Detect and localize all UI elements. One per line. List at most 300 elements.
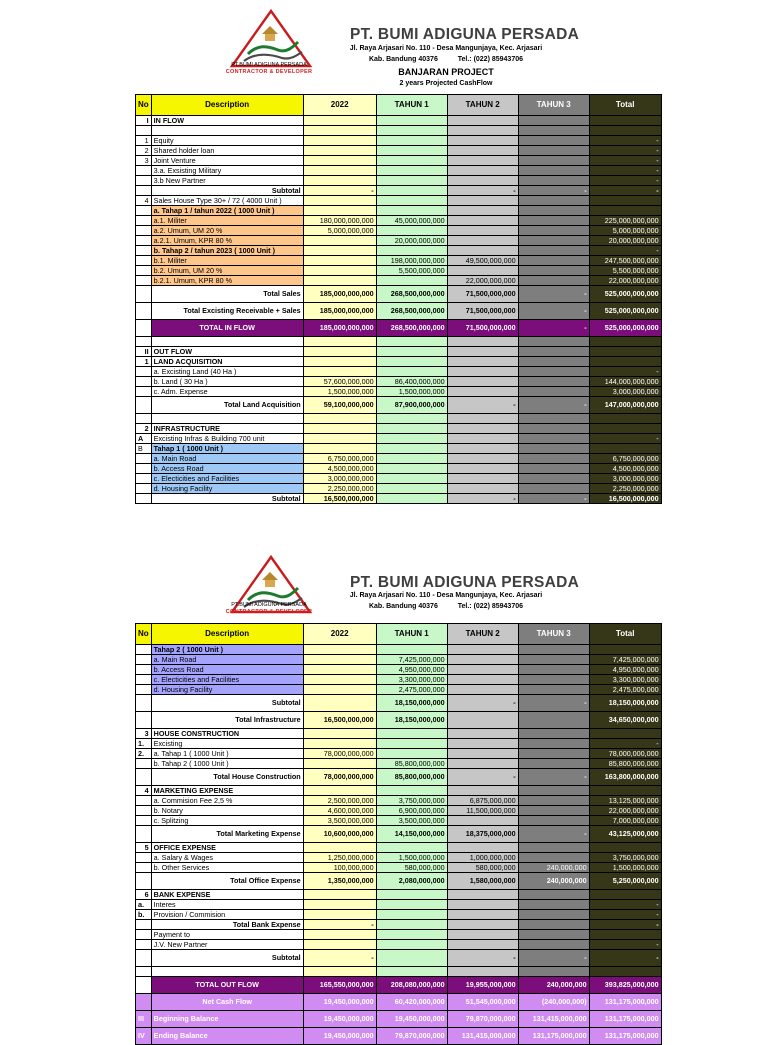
company-tel: Tel.: (022) 85943706 [457,603,523,610]
row-number: II [136,347,152,357]
row-description: OUT FLOW [151,347,303,357]
table-row [136,266,662,276]
row-number [136,367,152,377]
cell-tahun-3: 131,175,000,000 [518,1028,589,1045]
table-row [136,873,662,890]
table-row [136,146,662,156]
cell-2022 [303,786,376,796]
row-number: b. [136,910,152,920]
cell-tahun-1: 7,425,000,000 [376,655,447,665]
cell-tahun-3 [518,116,589,126]
cell-tahun-1: 4,950,000,000 [376,665,447,675]
cell-tahun-1 [376,454,447,464]
cell-2022: 2,250,000,000 [303,484,376,494]
cell-tahun-1 [376,729,447,739]
cell-tahun-2: - [447,494,518,504]
cell-2022: 19,450,000,000 [303,1011,376,1028]
cell-tahun-2 [447,675,518,685]
cell-tahun-1 [376,206,447,216]
cell-2022: 4,500,000,000 [303,464,376,474]
table-row [136,712,662,729]
cell-tahun-1: 6,900,000,000 [376,806,447,816]
cell-total: 131,175,000,000 [589,1011,661,1028]
row-description: J.V. New Partner [151,940,303,950]
row-description: Total Bank Expense [151,920,303,930]
table-row [136,136,662,146]
cell-tahun-1 [376,967,447,977]
cell-total [589,206,661,216]
cell-tahun-2 [447,940,518,950]
cell-tahun-2 [447,156,518,166]
col-tahun-3-header: TAHUN 3 [518,95,589,116]
cell-tahun-1: 60,420,000,000 [376,994,447,1011]
cell-tahun-1: 208,080,000,000 [376,977,447,994]
cell-tahun-1: 1,500,000,000 [376,853,447,863]
cell-tahun-3 [518,347,589,357]
cell-tahun-3 [518,940,589,950]
cell-tahun-1: 2,475,000,000 [376,685,447,695]
table-row [136,367,662,377]
row-description: Provision / Commision [151,910,303,920]
row-number [136,977,152,994]
cell-tahun-3: - [518,950,589,967]
cell-tahun-1 [376,890,447,900]
company-address: Jl. Raya Arjasari No. 110 - Desa Mangunjaya, Kec. Arjasari [349,592,543,599]
cell-tahun-1: 85,800,000,000 [376,759,447,769]
table-row [136,900,662,910]
cell-tahun-3 [518,759,589,769]
cell-tahun-3 [518,226,589,236]
cell-total [589,444,661,454]
row-description [151,126,303,136]
row-number: 1 [136,357,152,367]
cell-tahun-1 [376,434,447,444]
cell-tahun-1: 19,450,000,000 [376,1011,447,1028]
cell-tahun-3 [518,236,589,246]
cell-tahun-1 [376,186,447,196]
cell-tahun-3 [518,900,589,910]
cell-2022 [303,126,376,136]
cell-tahun-3 [518,910,589,920]
table-row [136,236,662,246]
cell-tahun-1 [376,337,447,347]
row-number [136,206,152,216]
col-description-header: Description [151,624,303,645]
cell-tahun-1 [376,900,447,910]
col-no-header: No [136,624,152,645]
cell-2022 [303,414,376,424]
row-number [136,826,152,843]
cell-tahun-2: 51,545,000,000 [447,994,518,1011]
row-description: a. Tahap 1 ( 1000 Unit ) [151,749,303,759]
table-row [136,675,662,685]
cell-total: 525,000,000,000 [589,303,661,320]
row-number [136,126,152,136]
cell-2022 [303,729,376,739]
cell-tahun-2 [447,357,518,367]
row-description: Excisting Infras & Building 700 unit [151,434,303,444]
cell-2022 [303,444,376,454]
cell-total: 5,500,000,000 [589,266,661,276]
table-row [136,930,662,940]
cell-tahun-1 [376,276,447,286]
cell-total: 225,000,000,000 [589,216,661,226]
cell-tahun-3 [518,357,589,367]
cell-2022 [303,967,376,977]
logo-line-1: PT.BUMI ADIGUNA PERSADA [231,62,307,68]
cell-tahun-3 [518,786,589,796]
cell-total [589,786,661,796]
row-description: Tahap 1 ( 1000 Unit ) [151,444,303,454]
cell-tahun-1: 580,000,000 [376,863,447,873]
cell-tahun-2 [447,739,518,749]
cell-2022: 4,600,000,000 [303,806,376,816]
row-number [136,474,152,484]
cell-tahun-3 [518,675,589,685]
table-row [136,1028,662,1045]
cell-total: - [589,186,661,196]
cell-total [589,890,661,900]
company-city: Kab. Bandung 40376 [368,56,438,63]
cell-tahun-2: - [447,186,518,196]
cell-2022: 2,500,000,000 [303,796,376,806]
cell-tahun-3 [518,474,589,484]
table-row [136,337,662,347]
cell-2022 [303,196,376,206]
cell-tahun-2: 18,375,000,000 [447,826,518,843]
cell-tahun-2: 22,000,000,000 [447,276,518,286]
row-description [151,967,303,977]
cell-tahun-3: - [518,397,589,414]
cell-2022: 16,500,000,000 [303,712,376,729]
logo-line-2: CONTRACTOR & DEVELOPER [225,68,313,75]
table-row [136,843,662,853]
cell-tahun-2 [447,116,518,126]
row-number [136,769,152,786]
table-row [136,444,662,454]
row-description: c. Electicities and Facilities [151,675,303,685]
row-number: 1. [136,739,152,749]
row-number [136,853,152,863]
row-number [136,286,152,303]
logo-line-2: CONTRACTOR & DEVELOPER [225,608,313,615]
table-row [136,786,662,796]
row-number [136,655,152,665]
cell-total: 144,000,000,000 [589,377,661,387]
cell-tahun-2: 71,500,000,000 [447,303,518,320]
col-2022-header: 2022 [303,624,376,645]
table-row [136,387,662,397]
cell-tahun-1 [376,414,447,424]
cell-2022 [303,930,376,940]
cell-total: 6,750,000,000 [589,454,661,464]
cell-2022 [303,266,376,276]
cell-2022: 5,000,000,000 [303,226,376,236]
cell-tahun-1 [376,444,447,454]
cell-tahun-2: 1,580,000,000 [447,873,518,890]
cell-tahun-1: 2,080,000,000 [376,873,447,890]
cell-tahun-3 [518,156,589,166]
cashflow-subtitle: 2 years Projected CashFlow [399,80,493,87]
cell-2022: 180,000,000,000 [303,216,376,226]
row-number [136,645,152,655]
table-row [136,739,662,749]
cell-tahun-1: 87,900,000,000 [376,397,447,414]
cell-tahun-3: 240,000,000 [518,977,589,994]
table-row [136,910,662,920]
cell-tahun-2 [447,665,518,675]
company-tel: Tel.: (022) 85943706 [457,56,523,63]
cell-tahun-3 [518,146,589,156]
cell-total: 3,750,000,000 [589,853,661,863]
table-row [136,286,662,303]
cell-total: 22,000,000,000 [589,276,661,286]
company-name: PT. BUMI ADIGUNA PERSADA [350,26,580,43]
row-description: b. Access Road [151,464,303,474]
cell-tahun-2: - [447,769,518,786]
table-row [136,494,662,504]
cell-total [589,337,661,347]
cell-2022: - [303,920,376,930]
cell-tahun-1 [376,116,447,126]
cell-2022: 16,500,000,000 [303,494,376,504]
row-number [136,276,152,286]
cell-tahun-2 [447,206,518,216]
cell-tahun-1: 198,000,000,000 [376,256,447,266]
row-description: b. Land ( 30 Ha ) [151,377,303,387]
cell-tahun-2 [447,136,518,146]
cell-tahun-2 [447,347,518,357]
cell-tahun-2 [447,484,518,494]
cell-tahun-3 [518,136,589,146]
table-row [136,176,662,186]
cell-2022: 59,100,000,000 [303,397,376,414]
cell-2022 [303,116,376,126]
cell-tahun-3 [518,434,589,444]
letterhead [0,0,768,94]
cell-2022 [303,136,376,146]
table-row [136,950,662,967]
table-row [136,116,662,126]
table-row [136,665,662,675]
table-row [136,729,662,739]
company-city: Kab. Bandung 40376 [368,603,438,610]
cell-2022 [303,166,376,176]
cell-tahun-2 [447,910,518,920]
cell-tahun-2 [447,685,518,695]
cell-tahun-3 [518,216,589,226]
cell-total: 2,475,000,000 [589,685,661,695]
cell-tahun-3 [518,645,589,655]
cell-2022 [303,367,376,377]
table-row [136,967,662,977]
row-number [136,484,152,494]
cell-tahun-3 [518,246,589,256]
cell-total: 78,000,000,000 [589,749,661,759]
row-description: b. Other Services [151,863,303,873]
table-row [136,156,662,166]
row-number: 4 [136,196,152,206]
cell-total: - [589,176,661,186]
cell-total [589,645,661,655]
cell-total [589,357,661,367]
cell-tahun-3 [518,665,589,675]
page-1 [0,0,768,503]
cell-tahun-3 [518,655,589,665]
row-number: a. [136,900,152,910]
col-2022-header: 2022 [303,95,376,116]
row-description: Total Land Acquisition [151,397,303,414]
row-description: b.2. Umum, UM 20 % [151,266,303,276]
cell-total: - [589,146,661,156]
row-description: Beginning Balance [151,1011,303,1028]
table-row [136,769,662,786]
col-tahun-3-header: TAHUN 3 [518,624,589,645]
row-number: I [136,116,152,126]
row-description: 3.a. Exsisting Military [151,166,303,176]
cell-2022: - [303,186,376,196]
cell-total [589,424,661,434]
cell-tahun-1: 20,000,000,000 [376,236,447,246]
cell-2022: 165,550,000,000 [303,977,376,994]
table-row [136,397,662,414]
row-description: Subtotal [151,494,303,504]
row-description: b.2.1. Umum, KPR 80 % [151,276,303,286]
row-description: Total Office Expense [151,873,303,890]
cell-2022 [303,675,376,685]
cell-tahun-3 [518,890,589,900]
cell-tahun-3 [518,843,589,853]
cell-2022 [303,695,376,712]
cell-tahun-2 [447,434,518,444]
row-description: a. Salary & Wages [151,853,303,863]
row-number [136,796,152,806]
row-number [136,759,152,769]
table-row [136,246,662,256]
row-description [151,337,303,347]
row-number [136,454,152,464]
cell-tahun-2 [447,367,518,377]
cell-total: 7,000,000,000 [589,816,661,826]
cell-tahun-2: - [447,397,518,414]
cell-2022 [303,276,376,286]
cell-total: 131,175,000,000 [589,1028,661,1045]
table-row [136,484,662,494]
cell-2022 [303,434,376,444]
cell-tahun-1: 1,500,000,000 [376,387,447,397]
col-total-header: Total [589,95,661,116]
cell-tahun-1 [376,950,447,967]
cell-2022 [303,739,376,749]
project-title: BANJARAN PROJECT [398,67,494,77]
cell-total: 5,000,000,000 [589,226,661,236]
cell-2022: 1,500,000,000 [303,387,376,397]
cell-total: - [589,156,661,166]
cell-2022: 19,450,000,000 [303,1028,376,1045]
cell-tahun-2 [447,216,518,226]
col-no-header: No [136,95,152,116]
cell-tahun-2: 79,870,000,000 [447,1011,518,1028]
cell-tahun-3: - [518,769,589,786]
cell-tahun-2 [447,645,518,655]
cell-total: 1,500,000,000 [589,863,661,873]
row-number [136,226,152,236]
table-row [136,645,662,655]
cell-tahun-3 [518,256,589,266]
cell-total: - [589,166,661,176]
cell-tahun-2 [447,816,518,826]
cell-2022 [303,236,376,246]
row-description: Tahap 2 ( 1000 Unit ) [151,645,303,655]
row-description: a.1. Militer [151,216,303,226]
cell-tahun-2 [447,414,518,424]
cell-tahun-3 [518,816,589,826]
row-description: a.2.1. Umum, KPR 80 % [151,236,303,246]
row-description: Payment to [151,930,303,940]
cell-total: 4,950,000,000 [589,665,661,675]
cell-tahun-1 [376,357,447,367]
cell-tahun-3 [518,853,589,863]
cell-tahun-1: 18,150,000,000 [376,695,447,712]
cell-tahun-3 [518,796,589,806]
row-number [136,303,152,320]
col-tahun-2-header: TAHUN 2 [447,624,518,645]
cell-tahun-3: (240,000,000) [518,994,589,1011]
cell-tahun-2 [447,930,518,940]
cell-tahun-2 [447,464,518,474]
cell-tahun-1: 86,400,000,000 [376,377,447,387]
row-number [136,940,152,950]
cell-tahun-1: 14,150,000,000 [376,826,447,843]
cell-2022 [303,655,376,665]
company-logo [226,8,316,70]
cell-total [589,729,661,739]
cell-tahun-1 [376,786,447,796]
cell-total [589,843,661,853]
cell-tahun-3: - [518,695,589,712]
cell-tahun-3 [518,387,589,397]
table-row [136,347,662,357]
cell-total: 163,800,000,000 [589,769,661,786]
cell-tahun-1 [376,930,447,940]
row-description: Total Excisting Receivable + Sales [151,303,303,320]
cell-tahun-3 [518,729,589,739]
cell-tahun-3 [518,337,589,347]
cell-tahun-3 [518,749,589,759]
cell-tahun-3 [518,126,589,136]
table-row [136,454,662,464]
cell-2022: 57,600,000,000 [303,377,376,387]
row-number [136,337,152,347]
cell-total: - [589,910,661,920]
cell-tahun-2 [447,246,518,256]
cell-tahun-1 [376,424,447,434]
cell-tahun-2 [447,176,518,186]
cell-tahun-2: 11,500,000,000 [447,806,518,816]
row-number: 2 [136,146,152,156]
cell-tahun-3 [518,454,589,464]
cell-tahun-1: 18,150,000,000 [376,712,447,729]
cell-total: - [589,940,661,950]
cell-tahun-1: 3,300,000,000 [376,675,447,685]
cell-total [589,126,661,136]
table-row [136,890,662,900]
cell-tahun-2 [447,196,518,206]
cell-tahun-2 [447,967,518,977]
row-number [136,397,152,414]
row-number [136,930,152,940]
cell-total: 13,125,000,000 [589,796,661,806]
